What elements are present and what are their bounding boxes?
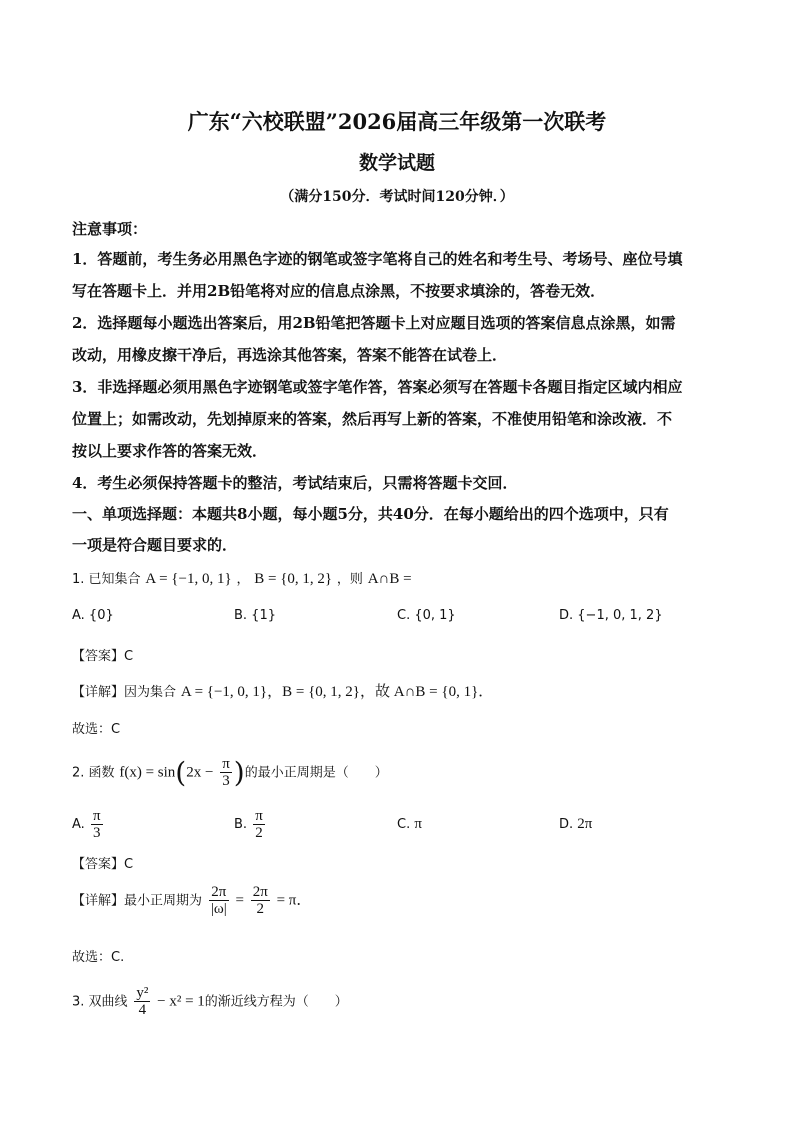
q2-detail-frac1-den: |ω| bbox=[210, 901, 227, 917]
q2-option-d bbox=[559, 816, 592, 833]
q2-conclusion: 故选：C. bbox=[72, 950, 125, 965]
q2-option-a-num: π bbox=[92, 808, 101, 824]
q2-paren-right: ) bbox=[233, 756, 245, 789]
q2-detail-label: 【详解】 bbox=[72, 893, 125, 909]
q2-answer: 【答案】C bbox=[72, 857, 134, 872]
question-2 bbox=[72, 756, 388, 789]
notice-heading: 注意事项： bbox=[72, 220, 148, 238]
q2-detail-frac2 bbox=[251, 884, 270, 917]
q3-suffix: 的渐近线方程为（ ） bbox=[204, 994, 348, 1010]
q2-frac-den: 3 bbox=[222, 773, 230, 789]
q3-equation: − x² = 1 bbox=[157, 993, 205, 1010]
q1-expr: A∩B = bbox=[367, 571, 412, 587]
q2-arg: 2x − bbox=[186, 764, 214, 781]
q1-then: ，则 bbox=[336, 572, 363, 587]
notice-line: 改动，用橡皮擦干净后，再选涂其他答案，答案不能答在试卷上． bbox=[72, 346, 508, 364]
notice-line: 2．选择题每小题选出答案后，用2B铅笔把答题卡上对应题目选项的答案信息点涂黑，如需 bbox=[72, 314, 676, 332]
q2-option-b-den: 2 bbox=[255, 825, 263, 841]
q2-option-a-label: A. bbox=[72, 817, 85, 832]
q1-option-b: B. {1} bbox=[234, 608, 276, 623]
q2-detail-eq: = bbox=[235, 892, 244, 909]
q1-option-d: D. {−1, 0, 1, 2} bbox=[559, 608, 663, 623]
q2-option-b-label: B. bbox=[234, 817, 248, 832]
q3-fraction bbox=[134, 985, 150, 1018]
q2-option-a-den: 3 bbox=[92, 825, 101, 841]
q1-answer: 【答案】C bbox=[72, 649, 134, 664]
q2-detail-frac2-num: 2π bbox=[252, 884, 268, 900]
exam-subtitle: 数学试题 bbox=[358, 152, 435, 174]
q1-option-a: A. {0} bbox=[72, 608, 114, 623]
q2-prefix: 2. 函数 bbox=[72, 765, 115, 781]
notice-line: 1．答题前，考生务必用黑色字迹的钢笔或签字笔将自己的姓名和考生号、考场号、座位号填 bbox=[72, 250, 683, 268]
question-1 bbox=[72, 568, 412, 588]
q2-fraction bbox=[220, 756, 232, 789]
q3-frac-den: 4 bbox=[138, 1002, 147, 1018]
q2-frac-num: π bbox=[222, 756, 230, 772]
q1-detail-label: 【详解】 bbox=[72, 685, 125, 700]
q2-option-d-label: D. bbox=[559, 817, 574, 832]
q2-option-c-value: π bbox=[414, 816, 422, 832]
q2-paren-left: ( bbox=[175, 756, 187, 789]
q1-detail-math: A = {−1, 0, 1}，B = {0, 1, 2}，故 A∩B = {0, 1}． bbox=[180, 684, 494, 700]
q2-option-b-frac bbox=[253, 808, 265, 841]
q1-set-a: A = {−1, 0, 1} bbox=[145, 571, 232, 587]
notice-line: 4．考生必须保持答题卡的整洁，考试结束后，只需将答题卡交回． bbox=[72, 474, 518, 492]
q2-option-a bbox=[72, 808, 105, 841]
q3-prefix: 3. 双曲线 bbox=[72, 994, 128, 1010]
q1-detail bbox=[72, 680, 493, 701]
q1-sep: ， bbox=[236, 572, 250, 587]
q2-detail-frac1-num: 2π bbox=[209, 884, 229, 901]
exam-note: （满分150分．考试时间120分钟．） bbox=[280, 189, 514, 205]
notice-line: 3．非选择题必须用黑色字迹钢笔或签字笔作答，答案必须写在答题卡各题目指定区域内相应 bbox=[72, 378, 683, 396]
q1-prefix: 1. 已知集合 bbox=[72, 572, 141, 587]
q2-detail-frac2-den: 2 bbox=[256, 901, 265, 917]
q2-option-c bbox=[397, 816, 422, 833]
notice-line: 按以上要求作答的答案无效． bbox=[72, 442, 268, 460]
q3-frac-num: y² bbox=[136, 985, 149, 1001]
q2-option-b-num: π bbox=[255, 808, 263, 824]
q1-conclusion: 故选：C bbox=[72, 722, 121, 737]
q2-option-c-label: C. bbox=[397, 817, 411, 832]
q2-func: f(x) = sin bbox=[119, 764, 176, 781]
notice-line: 写在答题卡上．并用2B铅笔将对应的信息点涂黑，不按要求填涂的，答卷无效． bbox=[72, 282, 606, 300]
notice-line: 位置上；如需改动，先划掉原来的答案，然后再写上新的答案，不准使用铅笔和涂改液．不 bbox=[72, 410, 673, 428]
section-heading-cont: 一项是符合题目要求的． bbox=[72, 536, 238, 554]
q2-suffix: 的最小正周期是（ ） bbox=[244, 765, 388, 781]
q1-option-c: C. {0, 1} bbox=[397, 608, 456, 623]
q2-option-b bbox=[234, 808, 267, 841]
q1-detail-text: 因为集合 bbox=[124, 685, 177, 700]
exam-title: 广东“六校联盟”2026届高三年级第一次联考 bbox=[187, 109, 607, 134]
q2-detail bbox=[72, 884, 311, 917]
q2-detail-frac1 bbox=[209, 884, 229, 917]
section-heading: 一、单项选择题：本题共8小题，每小题5分，共40分．在每小题给出的四个选项中，只有 bbox=[72, 505, 669, 523]
q2-detail-result: = π． bbox=[276, 892, 312, 909]
q2-detail-text: 最小正周期为 bbox=[124, 893, 203, 909]
q2-option-a-frac bbox=[91, 808, 103, 841]
q1-set-b: B = {0, 1, 2} bbox=[254, 571, 333, 587]
q2-option-d-value: 2π bbox=[577, 816, 593, 832]
question-3 bbox=[72, 985, 348, 1018]
